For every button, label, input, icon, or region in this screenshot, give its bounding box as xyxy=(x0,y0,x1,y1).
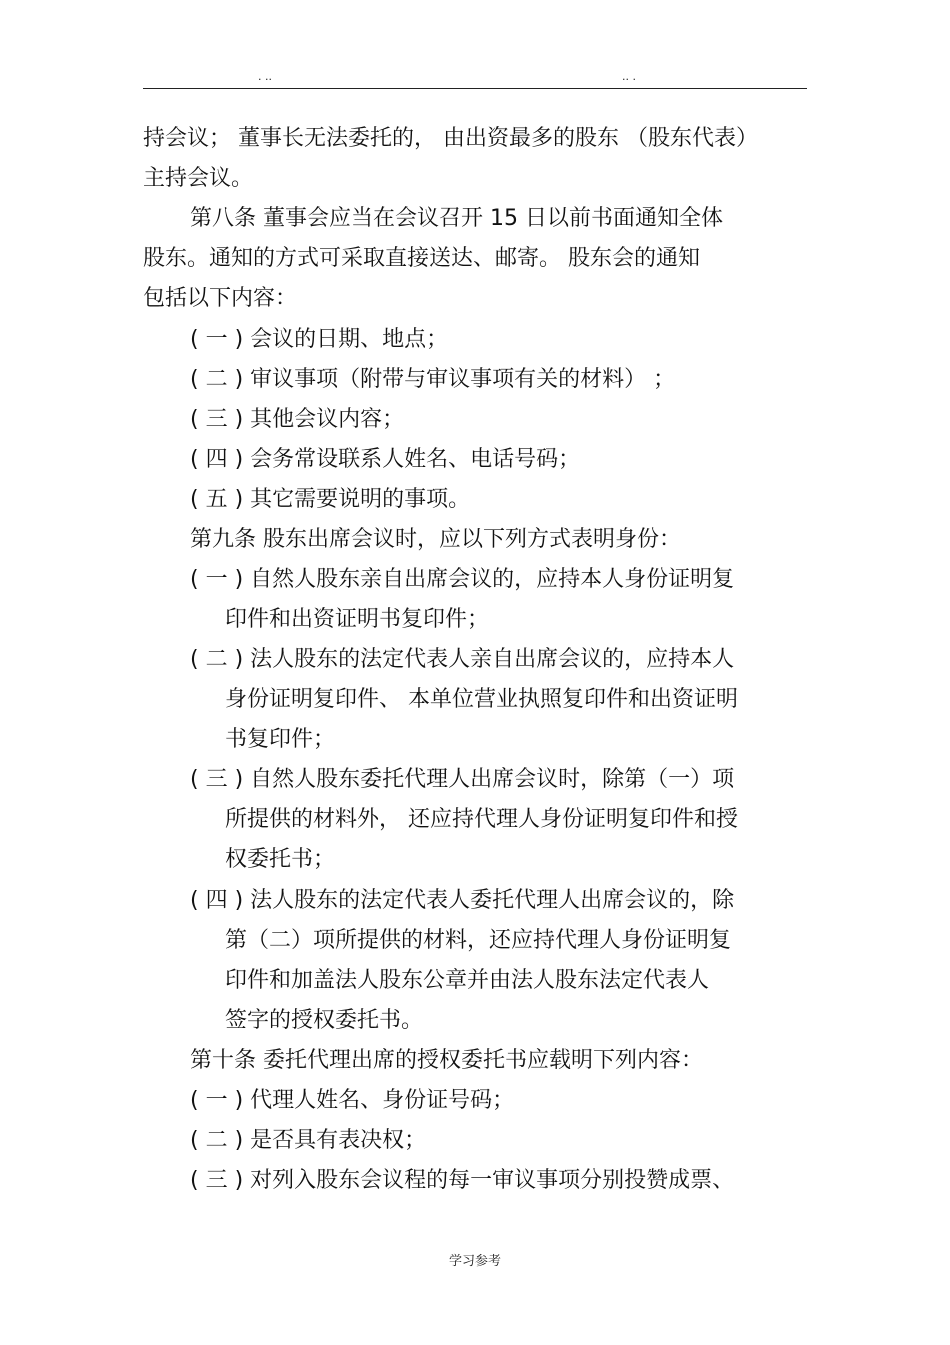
text-line: 主持会议。 xyxy=(143,166,254,191)
list-item: ( 三 ) 自然人股东委托代理人出席会议时，除第（一）项 xyxy=(190,767,735,792)
list-item: ( 五 ) 其它需要说明的事项。 xyxy=(190,487,471,512)
list-item-continuation: 印件和出资证明书复印件； xyxy=(225,607,490,632)
list-item: ( 三 ) 其他会议内容； xyxy=(190,407,405,432)
list-item: ( 一 ) 自然人股东亲自出席会议的，应持本人身份证明复 xyxy=(190,567,735,592)
list-item-continuation: 权委托书； xyxy=(225,847,336,872)
list-item-continuation: 书复印件； xyxy=(225,727,336,752)
list-item: ( 二 ) 审议事项（附带与审议事项有关的材料） ； xyxy=(190,367,676,392)
list-item: ( 一 ) 会议的日期、地点； xyxy=(190,327,449,352)
list-item: ( 二 ) 是否具有表决权； xyxy=(190,1128,427,1153)
list-item: ( 三 ) 对列入股东会议程的每一审议事项分别投赞成票、 xyxy=(190,1168,735,1193)
article-9-heading: 第九条 股东出席会议时，应以下列方式表明身份： xyxy=(190,527,681,552)
list-item-continuation: 身份证明复印件、 本单位营业执照复印件和出资证明 xyxy=(225,687,738,712)
list-item: ( 四 ) 法人股东的法定代表人委托代理人出席会议的，除 xyxy=(190,888,735,913)
list-item-continuation: 印件和加盖法人股东公章并由法人股东法定代表人 xyxy=(225,968,710,993)
list-item-continuation: 第（二）项所提供的材料，还应持代理人身份证明复 xyxy=(225,928,732,953)
header-right-marks: .. . xyxy=(622,70,636,83)
list-item: ( 一 ) 代理人姓名、身份证号码； xyxy=(190,1088,515,1113)
header-left-marks: . .. xyxy=(258,70,272,83)
list-item-continuation: 所提供的材料外， 还应持代理人身份证明复印件和授 xyxy=(225,807,738,832)
page-footer: 学习参考 xyxy=(448,1254,501,1269)
text-line: 持会议； 董事长无法委托的， 由出资最多的股东 （股东代表） xyxy=(143,126,758,151)
list-item: ( 四 ) 会务常设联系人姓名、电话号码； xyxy=(190,447,581,472)
list-item-continuation: 签字的授权委托书。 xyxy=(225,1008,424,1033)
text-line: 股东。通知的方式可采取直接送达、邮寄。 股东会的通知 xyxy=(143,246,700,271)
text-line: 包括以下内容： xyxy=(143,286,298,311)
header-rule xyxy=(143,88,807,89)
article-8-heading: 第八条 董事会应当在会议召开 15 日以前书面通知全体 xyxy=(190,206,723,231)
list-item: ( 二 ) 法人股东的法定代表人亲自出席会议的，应持本人 xyxy=(190,647,735,672)
article-10-heading: 第十条 委托代理出席的授权委托书应载明下列内容： xyxy=(190,1048,703,1073)
